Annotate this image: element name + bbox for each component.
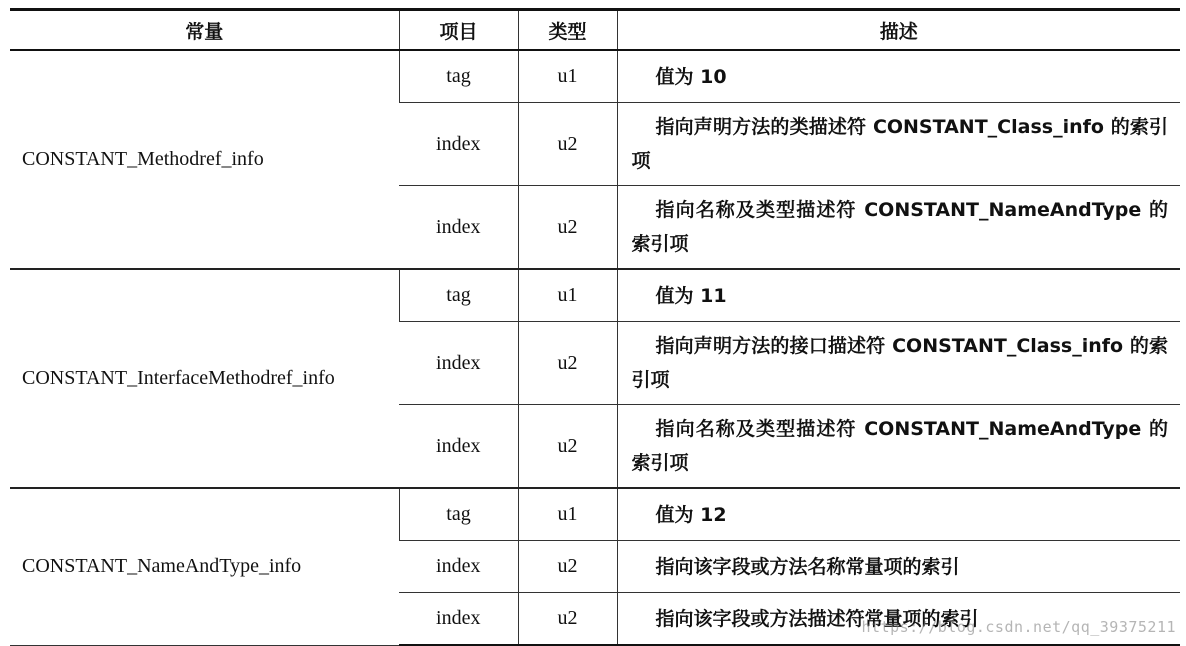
description-text: 指向该字段或方法描述符常量项的索引 <box>655 607 979 630</box>
type-cell: u2 <box>518 103 617 186</box>
table-row <box>10 269 1180 322</box>
table-row <box>10 488 1180 541</box>
description-text: 指向名称及类型描述符 CONSTANT_NameAndType 的索引项 <box>631 199 1168 255</box>
table-row <box>10 50 1180 103</box>
description-cell <box>617 541 1180 593</box>
type-cell: u2 <box>518 322 617 405</box>
description-cell <box>617 322 1180 405</box>
description-text: 指向该字段或方法名称常量项的索引 <box>655 555 960 578</box>
header-constant: 常量 <box>10 10 399 51</box>
item-cell: tag <box>399 50 518 103</box>
item-cell: tag <box>399 488 518 541</box>
item-cell: index <box>399 593 518 646</box>
description-text: 值为 10 <box>655 65 727 88</box>
description-cell <box>617 103 1180 186</box>
constant-name-cell: CONSTANT_NameAndType_info <box>10 488 399 645</box>
constant-name-cell: CONSTANT_Methodref_info <box>10 50 399 269</box>
description-cell <box>617 50 1180 103</box>
header-description: 描述 <box>617 10 1180 51</box>
header-item: 项目 <box>399 10 518 51</box>
description-cell <box>617 269 1180 322</box>
header-type: 类型 <box>518 10 617 51</box>
description-cell <box>617 405 1180 489</box>
item-cell: index <box>399 103 518 186</box>
type-cell: u1 <box>518 269 617 322</box>
type-cell: u2 <box>518 541 617 593</box>
type-cell: u2 <box>518 186 617 270</box>
description-cell <box>617 488 1180 541</box>
description-text: 值为 11 <box>655 284 727 307</box>
description-cell <box>617 186 1180 270</box>
header-row <box>10 10 1180 51</box>
type-cell: u2 <box>518 593 617 646</box>
type-cell: u2 <box>518 405 617 489</box>
constant-pool-table-container <box>10 8 1180 646</box>
constant-pool-table <box>10 8 1180 646</box>
description-text: 指向声明方法的接口描述符 CONSTANT_Class_info 的索引项 <box>631 335 1168 391</box>
type-cell: u1 <box>518 50 617 103</box>
constant-name-cell: CONSTANT_InterfaceMethodref_info <box>10 269 399 488</box>
item-cell: tag <box>399 269 518 322</box>
item-cell: index <box>399 541 518 593</box>
item-cell: index <box>399 322 518 405</box>
description-text: 值为 12 <box>655 503 727 526</box>
description-text: 指向声明方法的类描述符 CONSTANT_Class_info 的索引项 <box>631 116 1168 172</box>
watermark-text: https://blog.csdn.net/qq_39375211 <box>861 618 1176 636</box>
item-cell: index <box>399 186 518 270</box>
item-cell: index <box>399 405 518 489</box>
description-text: 指向名称及类型描述符 CONSTANT_NameAndType 的索引项 <box>631 418 1168 474</box>
type-cell: u1 <box>518 488 617 541</box>
